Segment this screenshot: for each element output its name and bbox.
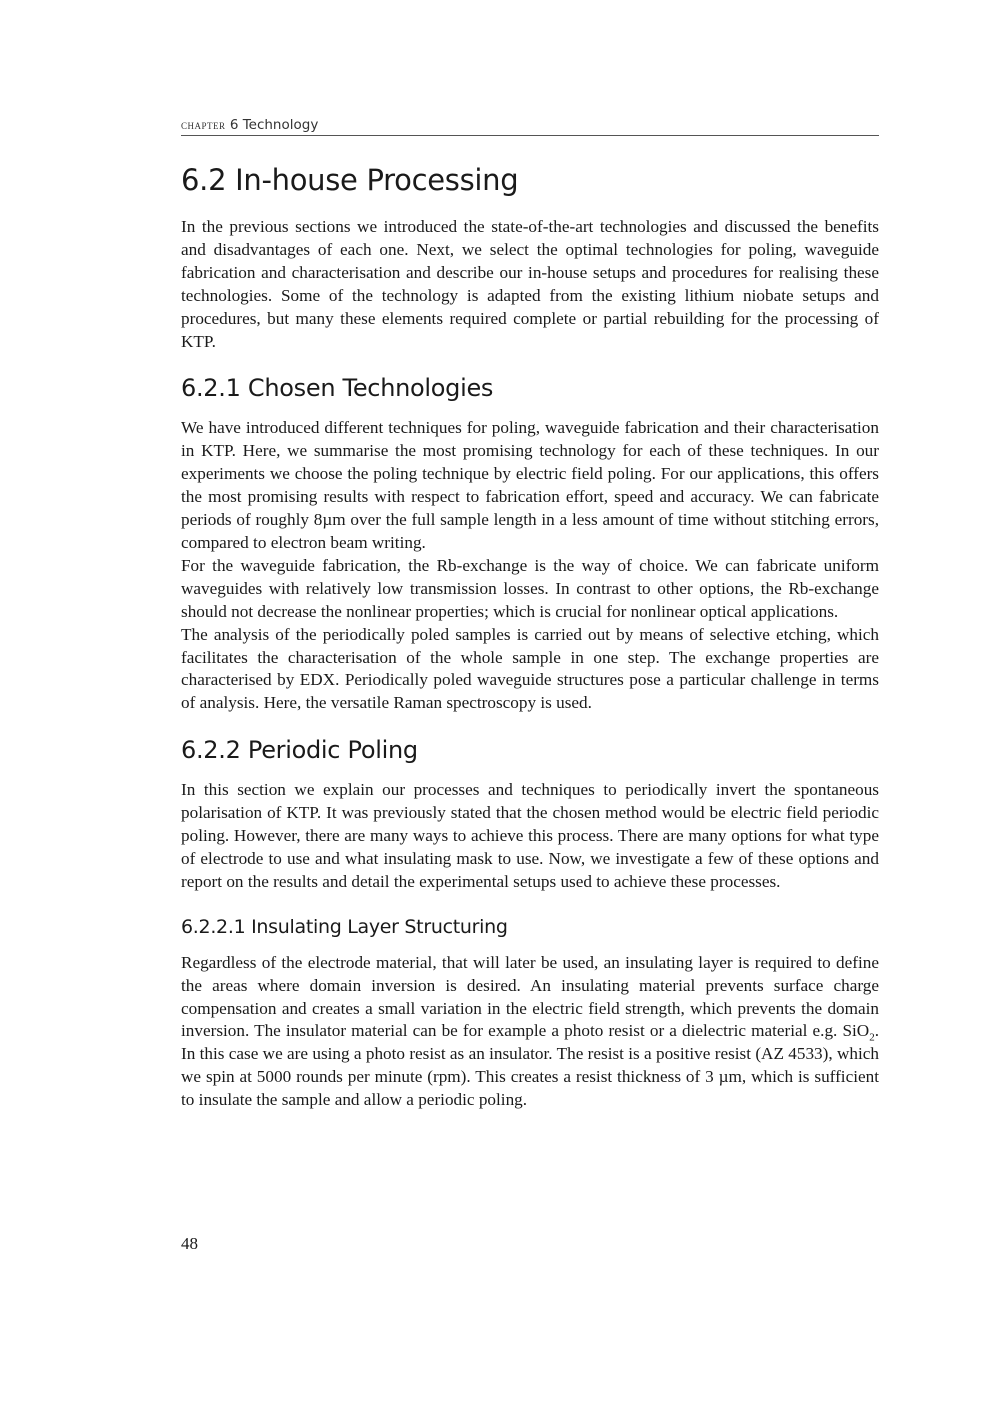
paragraph: The analysis of the periodically poled samples is carried out by means of selective etching, which facilitates the characterisation of the whole sample in one step. The exchange properties are characterised by EDX. Periodically poled waveguide structures pose a particular challenge in terms of analysis. Here, the versatile Raman spectroscopy is used. — [181, 624, 879, 713]
paragraph-insulating-layer — [181, 952, 879, 1112]
formula-subscript: 2 — [869, 1031, 875, 1044]
chapter-title: 6 Technology — [229, 117, 319, 133]
paragraph: In this section we explain our processes and techniques to periodically invert the spontaneous polarisation of KTP. It was previously stated that the chosen method would be electric field periodic poling. However, there are many ways to achieve this process. There are many options for what type of electrode to use and what insulating mask to use. Now, we investigate a few of these options and report on the results and detail the experimental setups used to achieve these processes. — [181, 780, 879, 891]
running-header — [181, 116, 879, 136]
paragraph: For the waveguide fabrication, the Rb-exchange is the way of choice. We can fabricate uniform waveguides with relatively low transmission losses. In contrast to other options, the Rb-exchange should not decrease the nonlinear properties; which is crucial for nonlinear optical applications. — [181, 555, 879, 621]
paragraph: We have introduced different techniques for poling, waveguide fabrication and their characterisation in KTP. Here, we summarise the most promising technology for each of these techniques. In our experiments we choose the poling technique by electric field poling. For our applications, this offers the most promising results with respect to fabrication effort, speed and accuracy. We can fabricate periods of roughly 8µm over the full sample length in a less amount of time without stitching errors, compared to electron beam writing. — [181, 418, 879, 552]
chapter-label: chapter — [181, 117, 226, 132]
text-after-formula: . In this case we are using a photo resist as an insulator. The resist is a positive resist (AZ 4533), which we spin at 5000 rounds per minute (rpm). This creates a resist thickness of 3 µm, which is sufficient to insulate the sample and allow a periodic poling. — [181, 1021, 879, 1110]
main-content — [181, 160, 879, 1112]
section-intro: In the previous sections we introduced the state-of-the-art technologies and discussed the benefits and disadvantages of each one. Next, we select the optimal technologies for poling, waveguide fabrication and characterisation and describe our in-house setups and procedures for realising these technologies. Some of the technology is adapted from the existing lithium niobate setups and procedures, but many these elements required complete or partial rebuilding for the processing of KTP. — [181, 217, 879, 351]
section-title: 6.2 In-house Processing — [181, 163, 519, 197]
text-before-formula: Regardless of the electrode material, that will later be used, an insulating layer is required to define the areas where domain inversion is desired. An insulating material prevents surface charge compensation and creates a small variation in the electric field strength, which prevents the domain inversion. The insulator material can be for example a photo resist or a dielectric material e.g. SiO — [181, 952, 879, 1041]
subsubsection-title-insulating-layer: 6.2.2.1 Insulating Layer Structuring — [181, 915, 508, 938]
page-number: 48 — [181, 1234, 198, 1253]
subsection-title-chosen-technologies: 6.2.1 Chosen Technologies — [181, 374, 494, 403]
subsection-title-periodic-poling: 6.2.2 Periodic Poling — [181, 736, 418, 765]
